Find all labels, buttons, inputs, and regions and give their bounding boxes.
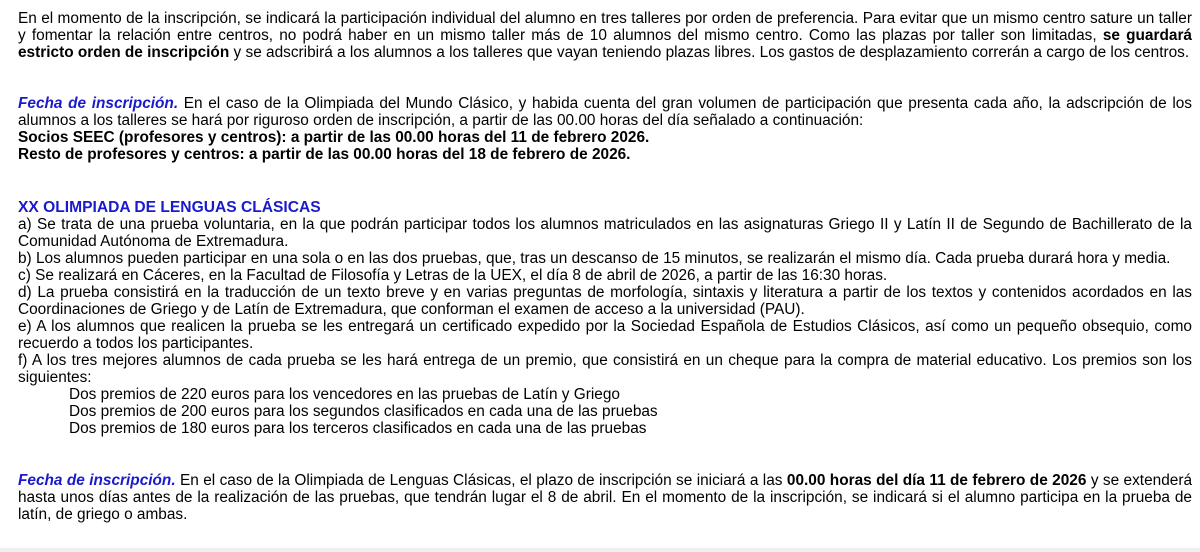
resto-line: Resto de profesores y centros: a partir de las 00.00 horas del 18 de febrero de 2026.: [18, 146, 631, 163]
fecha-text: En el caso de la Olimpiada del Mundo Clásico, y habida cuenta del gran volumen de participación que presenta cada año, la adscripción de los alumnos a los talleres se hará por riguroso orden de inscripción, a partir de las 00.00 horas del día señalado a continuación:: [18, 95, 1193, 129]
premio-item: Dos premios de 200 euros para los segundos clasificados en cada una de las pruebas: [69, 403, 658, 420]
intro-paragraph: [18, 10, 1192, 61]
list-item-c: c) Se realizará en Cáceres, en la Facultad de Filosofía y Letras de la UEX, el día 8 de abril de 2026, a partir de las 16:30 horas.: [18, 267, 888, 284]
spacer: [18, 163, 1192, 199]
list-item-d: d) La prueba consistirá en la traducción de un texto breve y en varias preguntas de morfología, sintaxis y literatura a partir de los textos y contenidos acordados en las Coordinaciones de Griego y de Latín de Extremadura, que conforman el examen de acceso a la universidad (PAU).: [18, 284, 1192, 318]
spacer: [18, 437, 1192, 472]
list-item-e: e) A los alumnos que realicen la prueba se les entregará un certificado expedido por la Sociedad Española de Estudios Clásicos, así como un pequeño obsequio, como recuerdo a todos los participantes.: [18, 318, 1192, 352]
intro-bold-text: se guardará estricto orden de inscripción: [18, 27, 1192, 61]
list-item-a: a) Se trata de una prueba voluntaria, en la que podrán participar todos los alumnos matriculados en las asignaturas Griego II y Latín II de Segundo de Bachillerato de la Comunidad Autónoma de Extremadura.: [18, 216, 1192, 250]
fecha2-text-2: y se extenderá hasta unos días antes de la realización de las pruebas, que tendrán lugar el 8 de abril. En el momento de la inscripción, se indicará si el alumno participa en la prueba de latín, de griego o ambas.: [18, 472, 1193, 523]
intro-text-1: En el momento de la inscripción, se indicará la participación individual del alumno en tres talleres por orden de preferencia. Para evitar que un mismo centro sature un taller y fomentar la relación entre centros, no podrá haber en un mismo taller más de 10 alumnos del mismo centro. Como las plazas por taller son limitadas,: [18, 10, 1192, 44]
premio-item: Dos premios de 220 euros para los vencedores en las pruebas de Latín y Griego: [69, 386, 620, 403]
section-heading: XX OLIMPIADA DE LENGUAS CLÁSICAS: [18, 199, 321, 216]
fecha-label: Fecha de inscripción.: [18, 95, 179, 112]
spacer: [18, 61, 1192, 95]
premio-item: Dos premios de 180 euros para los terceros clasificados en cada una de las pruebas: [69, 420, 647, 437]
bottom-divider: [0, 548, 1200, 552]
fecha2-text-1: En el caso de la Olimpiada de Lenguas Clásicas, el plazo de inscripción se iniciará a las: [180, 472, 783, 489]
document-body: [18, 10, 1192, 523]
list-item-b: b) Los alumnos pueden participar en una sola o en las dos pruebas, que, tras un descanso de 15 minutos, se realizarán el mismo día. Cada prueba durará hora y media.: [18, 250, 1171, 267]
fecha-inscripcion-mundo-clasico: [18, 95, 1192, 129]
socios-line: Socios SEEC (profesores y centros): a partir de las 00.00 horas del 11 de febrero 2026.: [18, 129, 650, 146]
fecha-label: Fecha de inscripción.: [18, 472, 176, 489]
fecha2-bold-date: 00.00 horas del día 11 de febrero de 2026: [786, 472, 1087, 489]
list-item-f: f) A los tres mejores alumnos de cada prueba se les hará entrega de un premio, que consistirá en un cheque para la compra de material educativo. Los premios son los siguientes:: [18, 352, 1192, 386]
fecha-inscripcion-lenguas-clasicas: [18, 472, 1192, 523]
intro-text-2: y se adscribirá a los alumnos a los talleres que vayan teniendo plazas libres. Los gastos de desplazamiento correrán a cargo de los centros.: [233, 44, 1190, 61]
